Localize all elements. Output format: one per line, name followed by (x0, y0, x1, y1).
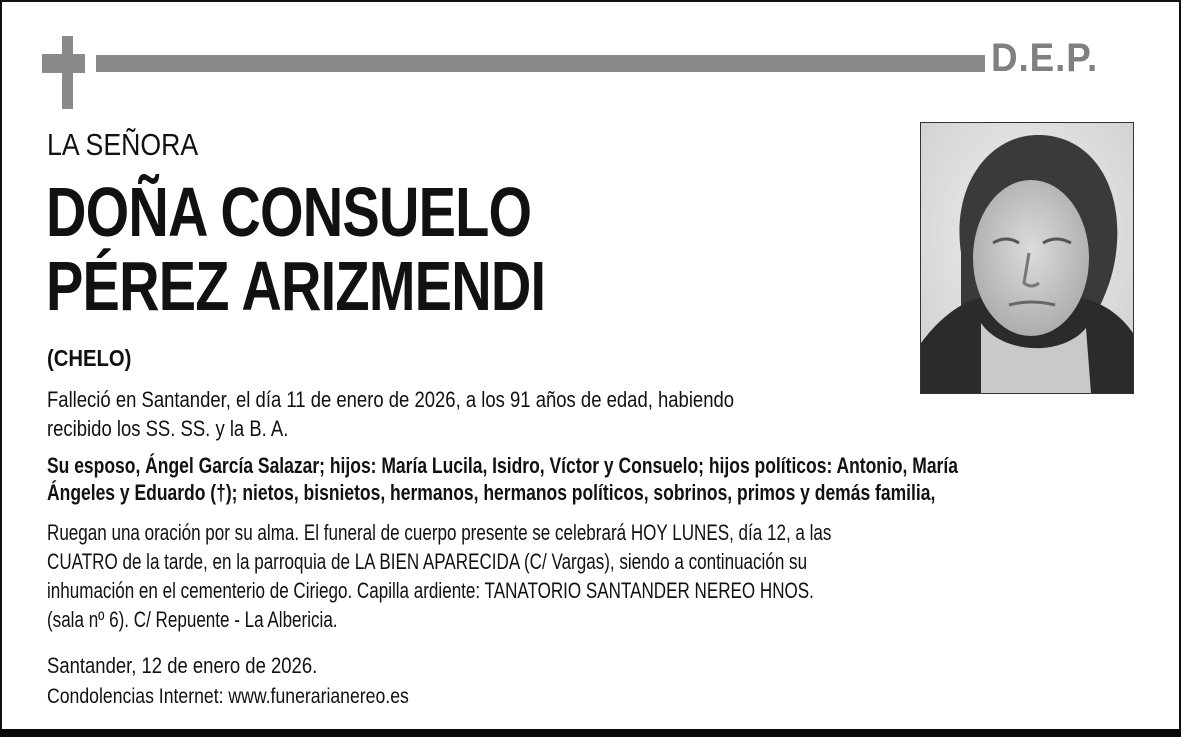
family-line: Ángeles y Eduardo (†); nietos, bisnietos, hermanos, hermanos políticos, sobrinos, primos y demás familia, (47, 480, 936, 505)
funeral-line: Ruegan una oración por su alma. El funeral de cuerpo presente se celebrará HOY LUNES, día 12, a las (47, 520, 832, 545)
funeral-line: (sala nº 6). C/ Repuente - La Albericia. (47, 607, 338, 632)
funeral-details (47, 518, 831, 634)
honorific-title: LA SEÑORA (47, 127, 199, 162)
condolences-link[interactable]: Condolencias Internet: www.funerarianereo.es (47, 685, 409, 708)
deceased-name-line2: PÉREZ ARIZMENDI (46, 247, 546, 325)
nickname: (CHELO) (47, 345, 132, 371)
cross-icon-arm (42, 54, 85, 73)
place-date: Santander, 12 de enero de 2026. (47, 653, 318, 678)
funeral-line: CUATRO de la tarde, en la parroquia de LA BIEN APARECIDA (C/ Vargas), siendo a continuación su (47, 549, 808, 574)
family-list (47, 452, 958, 506)
death-line: Falleció en Santander, el día 11 de enero de 2026, a los 91 años de edad, habiendo (47, 387, 735, 412)
header-rule (96, 55, 985, 72)
portrait-image (921, 123, 1133, 393)
funeral-line: inhumación en el cementerio de Ciriego. Capilla ardiente: TANATORIO SANTANDER NEREO HNOS. (47, 578, 814, 603)
death-announcement (47, 385, 734, 443)
family-line: Su esposo, Ángel García Salazar; hijos: María Lucila, Isidro, Víctor y Consuelo; hijos políticos: Antonio, María (47, 453, 958, 478)
dep-label: D.E.P. (991, 36, 1099, 80)
portrait-photo (920, 122, 1134, 394)
deceased-name-line1: DOÑA CONSUELO (46, 173, 532, 251)
bottom-border (0, 729, 1181, 737)
death-line: recibido los SS. SS. y la B. A. (47, 416, 289, 441)
